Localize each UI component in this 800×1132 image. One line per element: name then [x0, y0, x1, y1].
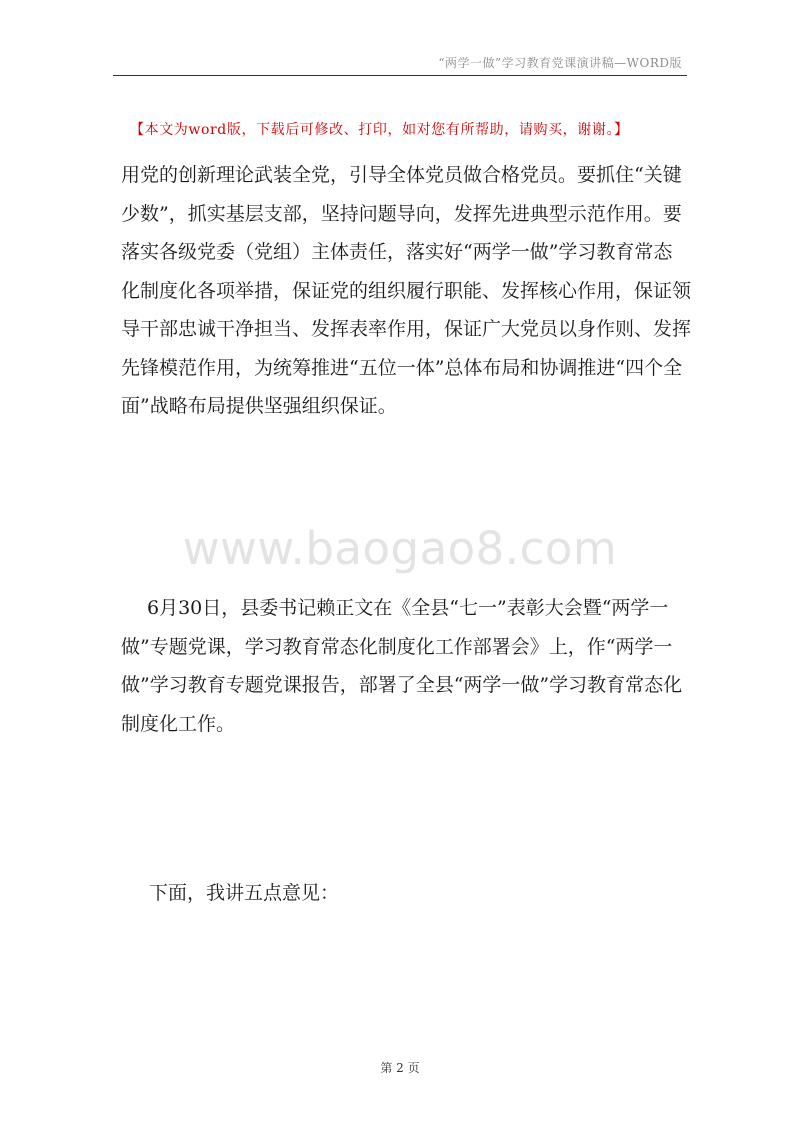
purchase-notice: 【本文为word版，下载后可修改、打印，如对您有所帮助，请购买，谢谢。】: [130, 122, 629, 138]
watermark: www.baogao8.com: [182, 522, 618, 575]
page-number: 第 2 页: [380, 1061, 420, 1075]
body-paragraph-1: 用党的创新理论武装全党，引导全体党员做合格党员。要抓住“关键少数”，抓实基层支部，坚持问题导向，发挥先进典型示范作用。要落实各级党委（党组）主体责任，落实好“两学一做”学习教育常态化制度化各项举措，保证党的组织履行职能、发挥核心作用，保证领导干部忠诚干净担当、发挥表率作用，保证广大党员以身作则、发挥先锋模范作用，为统筹推进“五位一体”总体布局和协调推进“四个全面”战略布局提供坚强组织保证。: [121, 164, 692, 417]
body-paragraph-2: 6月30日，县委书记赖正文在《全县“七一”表彰大会暨“两学一做”专题党课，学习教育常态化制度化工作部署会》上，作“两学一做”学习教育专题党课报告，部署了全县“两学一做”学习教育常态化制度化工作。: [121, 597, 683, 735]
page-header-title: “两学一做”学习教育党课演讲稿—WORD版: [438, 56, 682, 70]
header-divider: [113, 75, 687, 76]
body-paragraph-3: 下面，我讲五点意见：: [149, 882, 340, 904]
